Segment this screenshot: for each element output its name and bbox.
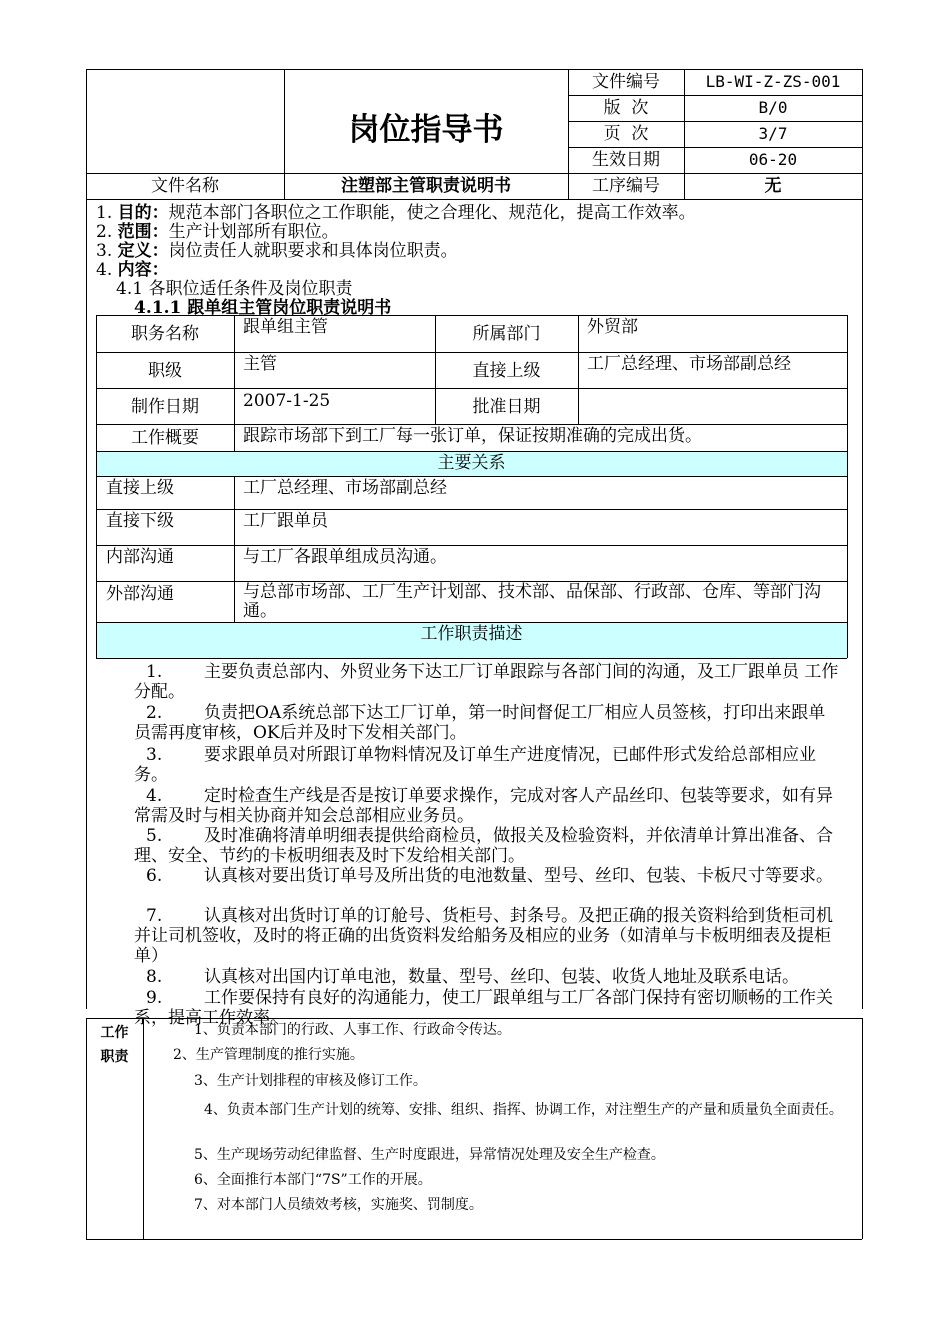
creation-date-label: 制作日期 — [131, 397, 199, 417]
rel-internal-label: 内部沟通 — [106, 547, 174, 567]
level-value: 主管 — [243, 354, 277, 374]
section-content: 4. 内容： — [96, 260, 169, 280]
responsibility-item: 6、全面推行本部门“7S”工作的开展。 — [194, 1172, 432, 1188]
rel-subordinate-value: 工厂跟单员 — [243, 511, 328, 531]
version-label: 版 次 — [603, 98, 649, 118]
creation-date-value: 2007-1-25 — [243, 391, 331, 411]
job-name-label: 职务名称 — [131, 324, 199, 344]
effective-date-value: 06-20 — [748, 150, 798, 169]
page-value: 3/7 — [758, 124, 788, 143]
responsibility-item: 3、生产计划排程的审核及修订工作。 — [194, 1073, 427, 1089]
superior-value: 工厂总经理、市场部副总经 — [587, 354, 791, 374]
effective-date-label: 生效日期 — [592, 150, 660, 170]
rel-external-value: 与总部市场部、工厂生产计划部、技术部、品保部、行政部、仓库、等部门沟通。 — [243, 582, 821, 621]
duty-item: 2. 负责把OA系统总部下达工厂订单，第一时间督促工厂相应人员签核，打印出来跟单员需再度审核，OK后并及时下发相关部门。 — [134, 703, 826, 743]
rel-external-label: 外部沟通 — [106, 584, 174, 604]
department-label: 所属部门 — [472, 324, 541, 344]
version-value: B/0 — [758, 98, 788, 117]
section-scope: 2. 范围：生产计划部所有职位。 — [96, 222, 339, 242]
duty-item: 9. 工作要保持有良好的沟通能力，使工厂跟单组与工厂各部门保持有密切顺畅的工作关系，提高工作效率。 — [134, 988, 833, 1028]
duty-item: 6. 认真核对要出货订单号及所出货的电池数量、型号、丝印、包装、卡板尺寸等要求。 — [146, 866, 833, 886]
rel-subordinate-label: 直接下级 — [106, 511, 174, 531]
process-number-label: 工序编号 — [592, 176, 660, 196]
subsection-4-1: 4.1 各职位适任条件及岗位职责 — [116, 279, 353, 299]
section-purpose: 1. 目的：规范本部门各职位之工作职能，使之合理化、规范化，提高工作效率。 — [96, 203, 696, 223]
approval-date-label: 批准日期 — [472, 397, 541, 417]
responsibility-label: 工作 职责 — [100, 1025, 129, 1065]
file-name-value: 注塑部主管职责说明书 — [341, 176, 511, 196]
job-name-value: 跟单组主管 — [243, 317, 328, 337]
duty-item: 1. 主要负责总部内、外贸业务下达工厂订单跟踪与各部门间的沟通，及工厂跟单员 工作分配。 — [134, 662, 839, 702]
doc-number-label: 文件编号 — [592, 72, 660, 92]
section-definition: 3. 定义：岗位责任人就职要求和具体岗位职责。 — [96, 241, 458, 261]
duty-item: 7. 认真核对出货时订单的订舱号、货柜号、封条号。及把正确的报关资料给到货柜司机并让司机签收，及时的将正确的出货资料发给船务及相应的业务（如清单与卡板明细表及提柜单） — [134, 906, 833, 966]
relations-title: 主要关系 — [437, 453, 506, 473]
level-label: 职级 — [148, 361, 182, 381]
page-label: 页 次 — [603, 124, 649, 144]
superior-label: 直接上级 — [472, 361, 541, 381]
summary-value: 跟踪市场部下到工厂每一张订单，保证按期准确的完成出货。 — [243, 426, 702, 446]
rel-superior-value: 工厂总经理、市场部副总经 — [243, 478, 447, 498]
duty-item: 4. 定时检查生产线是否是按订单要求操作，完成对客人产品丝印、包装等要求，如有异常需及时与相关协商并知会总部相应业务员。 — [134, 786, 833, 826]
process-number-value: 无 — [764, 176, 782, 196]
responsibility-item: 7、对本部门人员绩效考核，实施奖、罚制度。 — [194, 1197, 483, 1213]
doc-number-value: LB-WI-Z-ZS-001 — [705, 72, 841, 91]
rel-internal-value: 与工厂各跟单组成员沟通。 — [243, 547, 447, 567]
summary-label: 工作概要 — [131, 428, 199, 448]
department-value: 外贸部 — [587, 317, 638, 337]
responsibility-item: 4、负责本部门生产计划的统筹、安排、组织、指挥、协调工作，对注塑生产的产量和质量负全面责任。 — [204, 1102, 843, 1118]
duty-item: 8. 认真核对出国内订单电池，数量、型号、丝印、包装、收货人地址及联系电话。 — [146, 967, 799, 987]
duties-title: 工作职责描述 — [420, 624, 523, 644]
duty-item: 3. 要求跟单员对所跟订单物料情况及订单生产进度情况，已邮件形式发给总部相应业务。 — [134, 745, 816, 785]
rel-superior-label: 直接上级 — [106, 478, 174, 498]
responsibility-item: 5、生产现场劳动纪律监督、生产时度跟进，异常情况处理及安全生产检查。 — [194, 1147, 665, 1163]
subsection-4-1-1: 4.1.1 跟单组主管岗位职责说明书 — [134, 298, 392, 318]
duty-item: 5. 及时准确将清单明细表提供给商检员，做报关及检验资料，并依清单计算出准备、合理、安全、节约的卡板明细表及时下发给相关部门。 — [134, 826, 833, 866]
file-name-label: 文件名称 — [151, 176, 219, 196]
responsibility-item: 2、生产管理制度的推行实施。 — [173, 1047, 364, 1063]
document-title: 岗位指导书 — [348, 112, 504, 148]
responsibility-item: 1、负责本部门的行政、人事工作、行政命令传达。 — [194, 1022, 511, 1038]
